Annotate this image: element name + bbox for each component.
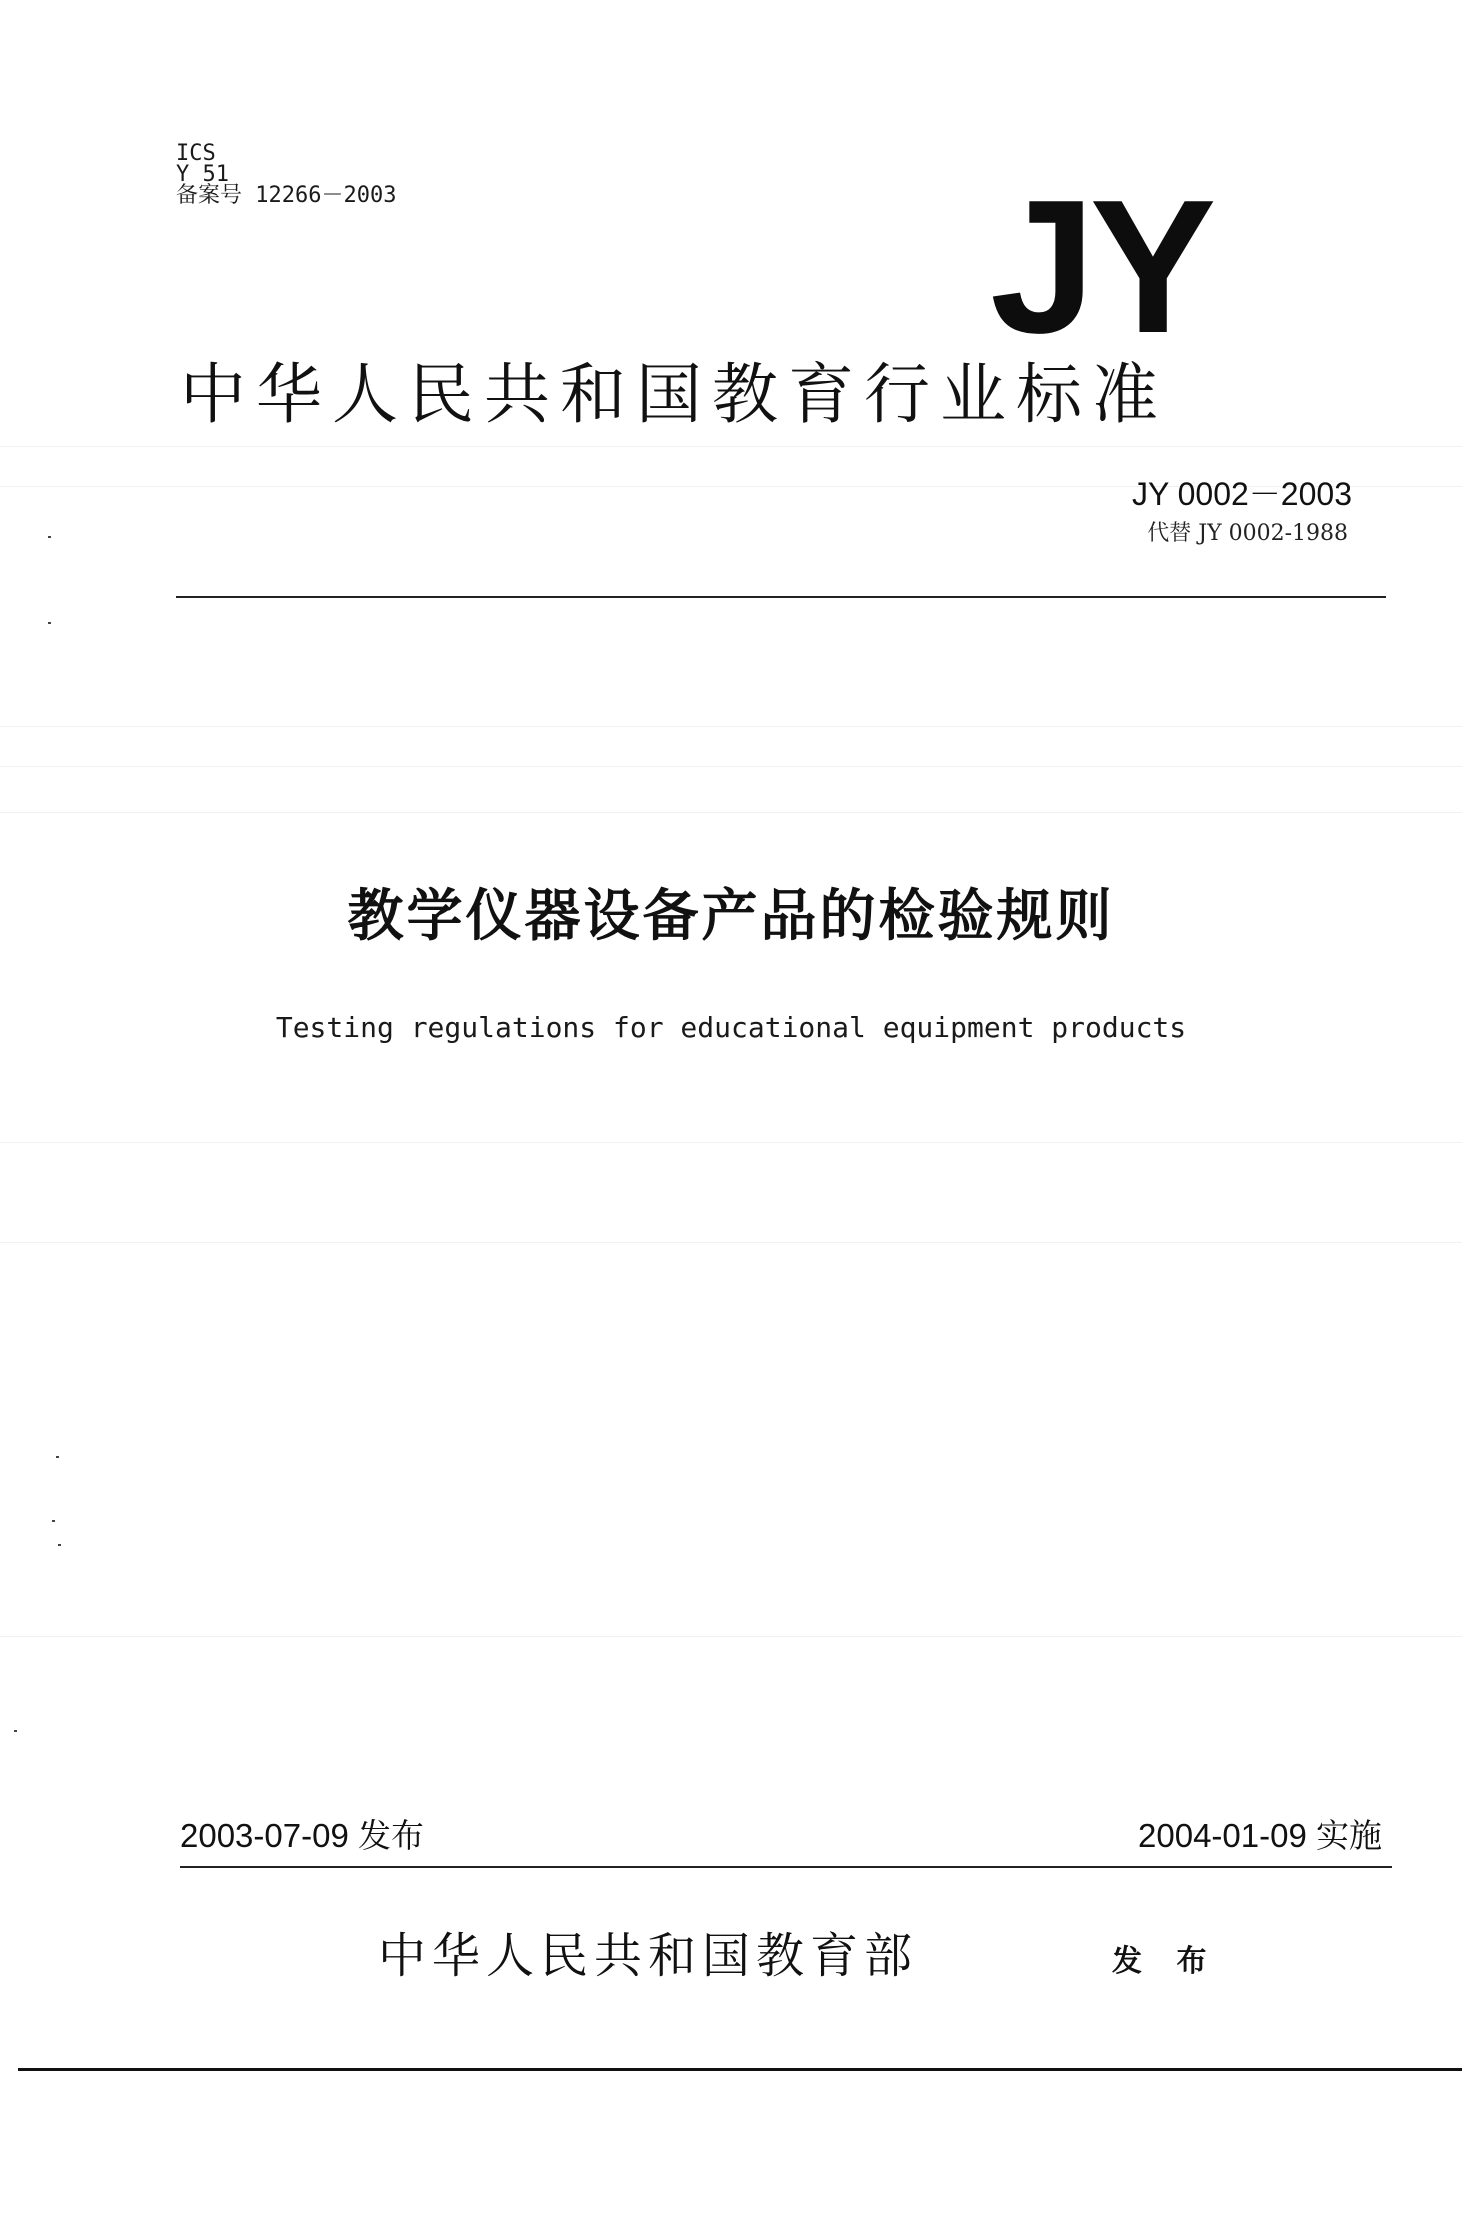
scan-speck [56, 1456, 59, 1458]
document-title-english: Testing regulations for educational equipment products [275, 1011, 1187, 1044]
replaced-standard: 代替 JY 0002-1988 [1147, 521, 1348, 546]
scan-speck [14, 1730, 17, 1732]
issue-date: 2003-07-09 发布 [180, 1817, 424, 1854]
implementation-date: 2004-01-09 实施 [1138, 1817, 1382, 1854]
filing-number: 备案号 12266－2003 [176, 183, 397, 208]
scan-speck [52, 1520, 55, 1522]
issuing-authority: 中华人民共和国教育部 [378, 1928, 919, 1984]
scan-line [0, 446, 1462, 447]
scan-line [0, 812, 1462, 813]
date-divider [180, 1866, 1392, 1868]
jy-logo: JY [990, 161, 1211, 373]
issuing-action: 发 布 [1112, 1944, 1219, 1979]
scan-line [0, 1142, 1462, 1143]
standard-number: JY 0002－2003 [1131, 476, 1352, 512]
document-title-chinese: 教学仪器设备产品的检验规则 [347, 884, 1115, 949]
standard-category-heading: 中华人民共和国教育行业标准 [180, 356, 1168, 433]
classification-code: Y 51 [176, 162, 229, 187]
scan-speck [48, 622, 51, 624]
header-divider [176, 596, 1386, 598]
scan-speck [48, 536, 51, 538]
scan-line [0, 766, 1462, 767]
footer-divider [18, 2068, 1462, 2071]
scan-line [0, 1242, 1462, 1243]
scan-line [0, 726, 1462, 727]
ics-code: ICS [176, 141, 216, 166]
classification-codes [176, 143, 396, 206]
scan-line [0, 1636, 1462, 1637]
scan-speck [58, 1544, 61, 1546]
